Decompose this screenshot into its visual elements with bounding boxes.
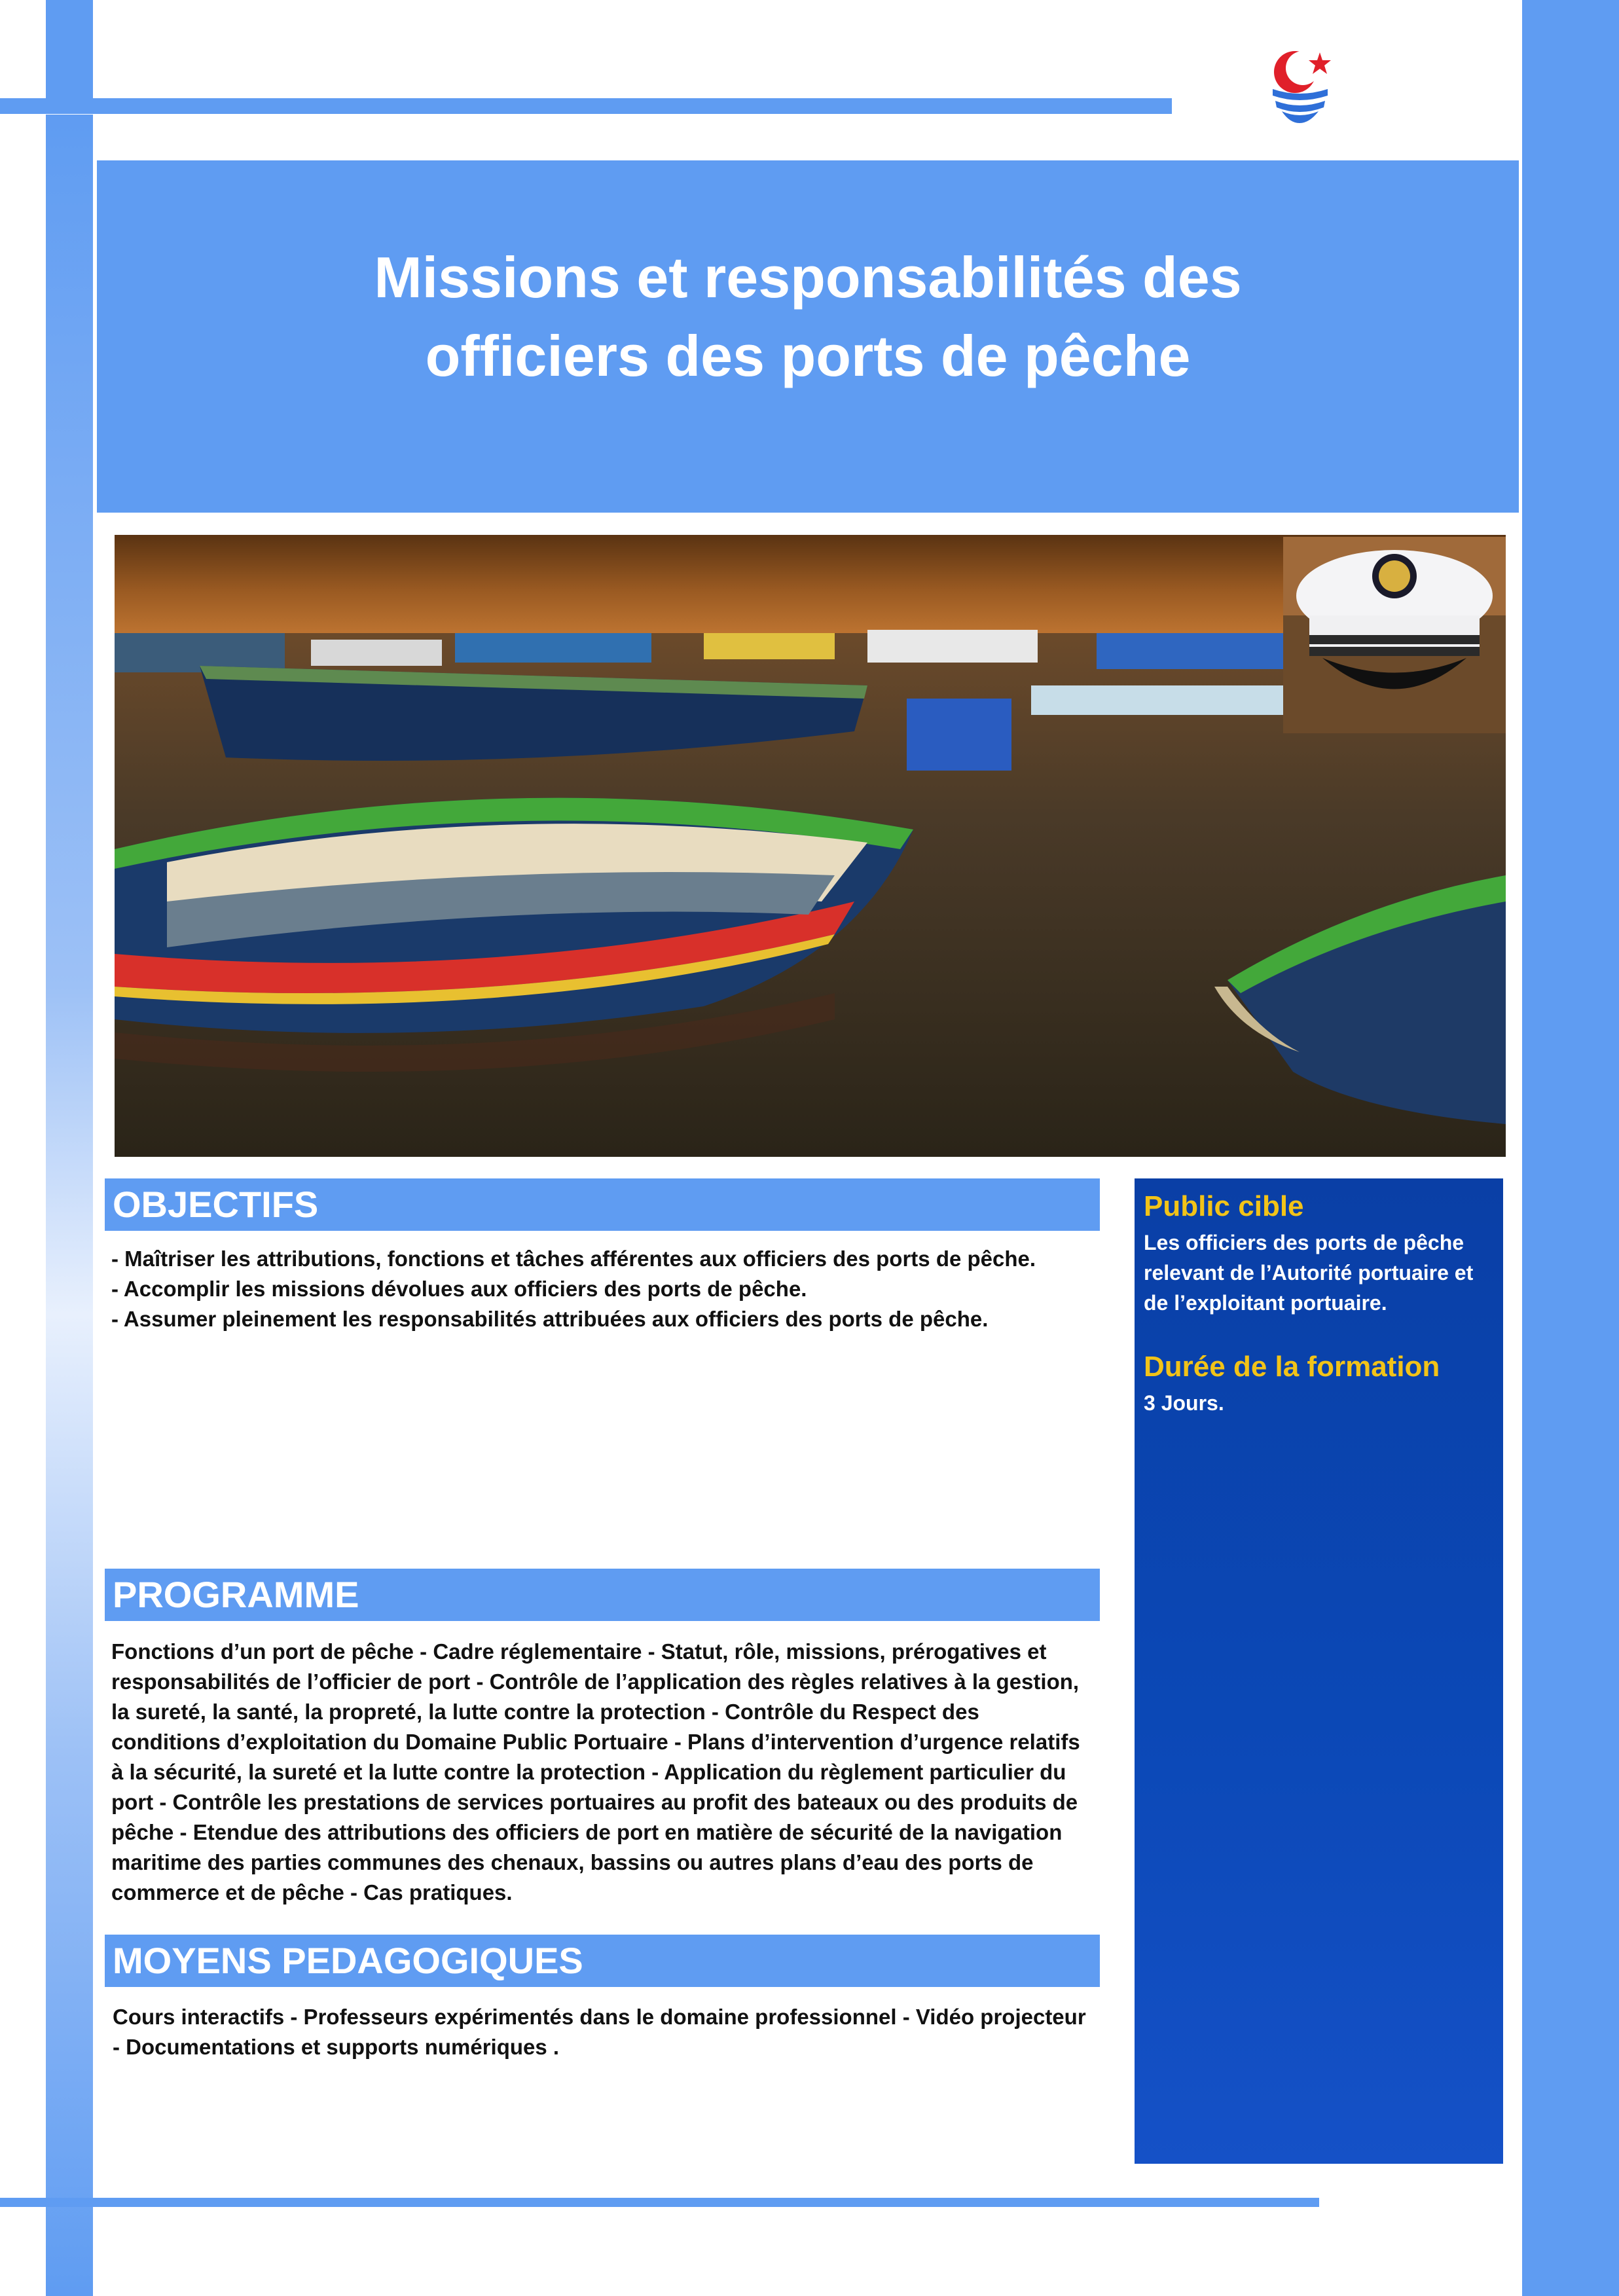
title-banner	[97, 160, 1519, 513]
left-decor-strip-top	[46, 0, 93, 98]
page-title: Missions et responsabilités des officiers des ports de pêche	[374, 245, 1242, 388]
left-decor-strip	[46, 115, 93, 2296]
bottom-decor-bar	[0, 2198, 1319, 2207]
moyens-text: Cours interactifs - Professeurs expérimentés dans le domaine professionnel - Vidéo projecteur - Documentations et supports numériques .	[113, 2005, 1086, 2059]
duree-text: 3 Jours.	[1144, 1391, 1224, 1415]
right-decor-strip	[1522, 0, 1619, 2296]
objectifs-heading: OBJECTIFS	[105, 1178, 1100, 1231]
list-item: - Accomplir les missions dévolues aux officiers des ports de pêche.	[111, 1277, 807, 1301]
officer-cap-photo	[1283, 537, 1506, 733]
public-cible-heading: Public cible	[1144, 1190, 1304, 1222]
moyens-heading: MOYENS PEDAGOGIQUES	[105, 1935, 1100, 1987]
crescent-star-waves-logo-icon	[1264, 46, 1336, 124]
duree-heading: Durée de la formation	[1144, 1351, 1440, 1383]
list-item: - Maîtriser les attributions, fonctions et tâches afférentes aux officiers des ports de pêche.	[111, 1247, 1036, 1271]
programme-heading: PROGRAMME	[105, 1569, 1100, 1621]
programme-text: Fonctions d’un port de pêche - Cadre réglementaire - Statut, rôle, missions, prérogatives et responsabilités de l’officier de port - Contrôle de l’application des règles relatives à la gestion, la sureté, la santé, la propreté, la lutte contre la protection - Contrôle du Respect des conditions d’exploitation du Domaine Public Portuaire - Plans d’intervention d’urgence relatifs à la sécurité, la sureté et la lutte contre la protection - Application du règlement particulier du port - Contrôle les prestations de services portuaires au profit des bateaux ou des produits de pêche - Etendue des attributions des officiers de port en matière de sécurité de la navigation maritime des parties communes des chenaux, bassins ou autres plans d’eau des ports de commerce et de pêche - Cas pratiques.	[111, 1639, 1080, 1904]
objectifs-list	[111, 1244, 1106, 1334]
top-decor-bar	[0, 98, 1172, 114]
public-cible-text: Les officiers des ports de pêche relevant de l’Autorité portuaire et de l’exploitant portuaire.	[1144, 1231, 1474, 1315]
info-side-panel	[1135, 1178, 1503, 2164]
list-item: - Assumer pleinement les responsabilités attribuées aux officiers des ports de pêche.	[111, 1307, 989, 1331]
